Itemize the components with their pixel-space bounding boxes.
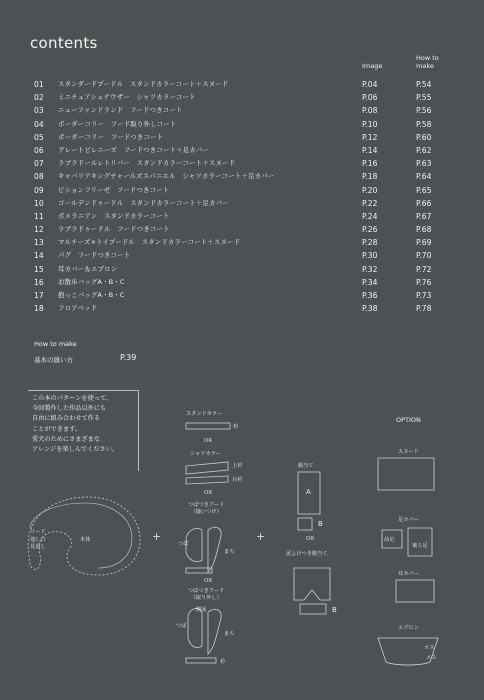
body-label-facing: 見返し: [30, 544, 46, 550]
toc-title: ニューファンドランド フードつきコート: [58, 106, 183, 115]
toc-howto-page: P.56: [416, 106, 432, 116]
toc-image-page: P.04: [362, 80, 378, 89]
toc-number: 02: [34, 93, 44, 103]
mud-belly-b-shape: [300, 604, 326, 614]
toc-howto-page: P.69: [416, 238, 432, 248]
gusset-label: まち: [224, 549, 235, 555]
toc-howto-page: P.62: [416, 145, 432, 155]
hood2-gusset-shape: [208, 609, 221, 654]
toc-howto-page: P.68: [416, 225, 432, 235]
column-header-how-to-make: How to make: [416, 54, 439, 70]
toc-image-page: P.20: [362, 185, 378, 195]
toc-howto-page: P.66: [416, 198, 432, 208]
toc-image-page: P.34: [362, 277, 378, 287]
toc-image-page: P.28: [362, 238, 378, 248]
front-foot-label: 前足: [384, 537, 395, 543]
toc-howto-page: P.67: [416, 211, 432, 221]
back-foot-label: 後ろ足: [412, 543, 428, 549]
toc-number: 09: [34, 185, 44, 195]
hood-removable-label: つばつきフード （取り外し）: [188, 588, 225, 601]
toc-title: キャバリアキングチャールズスパニエル シャツカラーコート＋足カバー: [58, 172, 275, 181]
shirt-collar-label: シャツカラー: [190, 451, 222, 457]
hood2-side-shape: [188, 609, 202, 648]
toc-number: 01: [34, 80, 44, 89]
toc-image-page: P.26: [362, 225, 378, 235]
body-label-opening: 通し口: [30, 537, 46, 543]
toc-title: ビションフリーゼ フードつきコート: [58, 185, 170, 194]
gusset2-label: まち: [224, 631, 235, 637]
male-label: オス: [424, 645, 435, 651]
body-label-lead: リード: [30, 529, 46, 535]
shirt-upper-label: 上衿: [232, 463, 243, 469]
toc-number: 15: [34, 264, 44, 274]
toc-howto-page: P.64: [416, 172, 432, 182]
toc-title: ラブラドールレトリバー スタンドカラーコート＋スヌード: [58, 159, 236, 168]
toc-image-page: P.36: [362, 291, 378, 300]
toc-howto-page: P.73: [416, 291, 432, 300]
belly-b-shape: [298, 518, 312, 530]
mud-belly-b-label: B: [332, 606, 337, 614]
toc-title: マルチーズ×トイプードル スタンドカラーコート＋スヌード: [58, 238, 241, 247]
toc-number: 07: [34, 159, 44, 169]
toc-image-page: P.32: [362, 264, 378, 274]
brim-label: つば: [178, 541, 189, 547]
toc-image-page: P.06: [362, 93, 378, 103]
toc-howto-page: P.63: [416, 159, 432, 169]
toc-title: スタンダードプードル スタンドカラーコート＋スヌード: [58, 80, 229, 88]
shirt-band-label: 台衿: [232, 477, 243, 483]
column-header-image: Image: [362, 62, 383, 70]
snood-label: スヌード: [398, 449, 419, 455]
toc-howto-page: P.70: [416, 251, 432, 261]
brim2-label: つば: [176, 623, 187, 629]
toc-number: 17: [34, 291, 44, 300]
toc-title: ラブラドゥードル フードつきコート: [58, 225, 170, 234]
toc-number: 03: [34, 106, 44, 116]
belly-a-label: A: [306, 488, 311, 496]
toc-number: 05: [34, 132, 44, 142]
toc-title: 耳カバー＆エプロン: [58, 264, 118, 273]
toc-number: 08: [34, 172, 44, 182]
apron-label: エプロン: [398, 625, 419, 631]
body-label-body: 本体: [80, 537, 91, 543]
toc-howto-page: P.76: [416, 277, 432, 287]
or-2: OR: [204, 490, 213, 496]
ear-cover-label: 耳カバー: [398, 571, 419, 577]
or-4: OR: [306, 536, 315, 542]
toc-image-page: P.22: [362, 198, 378, 208]
shirt-upper-collar-shape: [186, 462, 228, 474]
toc-number: 13: [34, 238, 44, 248]
stand-collar-part-label: 衿: [233, 424, 239, 430]
toc-howto-page: P.55: [416, 93, 432, 103]
belly-label: 腹当て: [298, 463, 314, 469]
mud-belly-shape: [294, 568, 330, 600]
hood2-collar-shape: [186, 658, 216, 663]
belly-b-label: B: [318, 520, 323, 528]
toc-title: フロアベッド: [58, 304, 98, 313]
toc-howto-page: P.78: [416, 304, 432, 314]
toc-title: ボーダーコリー フードつきコート: [58, 132, 164, 141]
toc-title: 抱っこバッグA・B・C: [58, 291, 125, 299]
toc-image-page: P.12: [362, 132, 378, 142]
page-title: contents: [30, 34, 98, 52]
option-label: OPTION: [396, 416, 421, 424]
foot-cover-label: 足カバー: [398, 517, 419, 523]
mud-belly-label: 泥よけつき腹当て: [286, 551, 328, 557]
collar-label: 衿: [220, 659, 226, 665]
hood-attached-label: つばつきフード （縫いつけ）: [188, 502, 225, 515]
side-label: 側面: [196, 607, 207, 613]
female-label: メス: [426, 655, 437, 661]
toc-howto-page: P.54: [416, 80, 432, 89]
toc-number: 06: [34, 145, 44, 155]
toc-title: ボーダーコリー フード取り外しコート: [58, 119, 177, 128]
plus-sign-1: +: [152, 530, 162, 543]
toc-number: 11: [34, 211, 44, 221]
hood-gusset-shape: [208, 527, 221, 572]
toc-number: 10: [34, 198, 44, 208]
toc-image-page: P.38: [362, 304, 378, 314]
toc-image-page: P.10: [362, 119, 378, 129]
toc-number: 04: [34, 119, 44, 129]
toc-title: ゴールデンドゥードル スタンドカラーコート＋足カバー: [58, 198, 229, 207]
shirt-band-shape: [186, 476, 228, 484]
stand-collar-label: スタンドカラー: [186, 411, 223, 417]
toc-image-page: P.14: [362, 145, 378, 155]
ear-cover-shape: [396, 580, 434, 602]
hood-brim-shape: [186, 528, 202, 561]
toc-title: グレートピレニーズ フードつきコート＋足カバー: [58, 145, 210, 154]
or-3: OR: [204, 578, 213, 584]
toc-howto-page: P.72: [416, 264, 432, 274]
toc-howto-page: P.58: [416, 119, 432, 129]
snood-shape: [378, 458, 434, 490]
stand-collar-shape: [186, 423, 230, 429]
toc-howto-page: P.60: [416, 132, 432, 142]
toc-title: ミニチュアシュナウザー シャツカラーコート: [58, 93, 196, 102]
toc-title: お散歩バッグA・B・C: [58, 277, 125, 286]
toc-number: 16: [34, 277, 44, 287]
toc-image-page: P.08: [362, 106, 378, 116]
how-to-make-label: How to make: [34, 340, 77, 348]
intro-text: この本のパターンを使って、 今回製作した作品以外にも 自由に組み合わせて作る ことができます。 愛犬のためにさまざまな アレンジを楽しんでください。: [32, 395, 119, 454]
toc-number: 18: [34, 304, 44, 314]
toc-image-page: P.30: [362, 251, 378, 261]
or-1: OR: [204, 438, 213, 444]
toc-title: ポメラニアン スタンドカラーコート: [58, 211, 170, 220]
basic-sewing-label: 基本の縫い方: [34, 356, 73, 364]
toc-number: 14: [34, 251, 44, 261]
toc-number: 12: [34, 225, 44, 235]
toc-image-page: P.24: [362, 211, 378, 221]
toc-image-page: P.18: [362, 172, 378, 182]
toc-howto-page: P.65: [416, 185, 432, 195]
basic-sewing-page: P.39: [120, 353, 137, 362]
toc-title: パグ フードつきコート: [58, 251, 131, 260]
toc-image-page: P.16: [362, 159, 378, 169]
plus-sign-2: +: [256, 530, 266, 543]
